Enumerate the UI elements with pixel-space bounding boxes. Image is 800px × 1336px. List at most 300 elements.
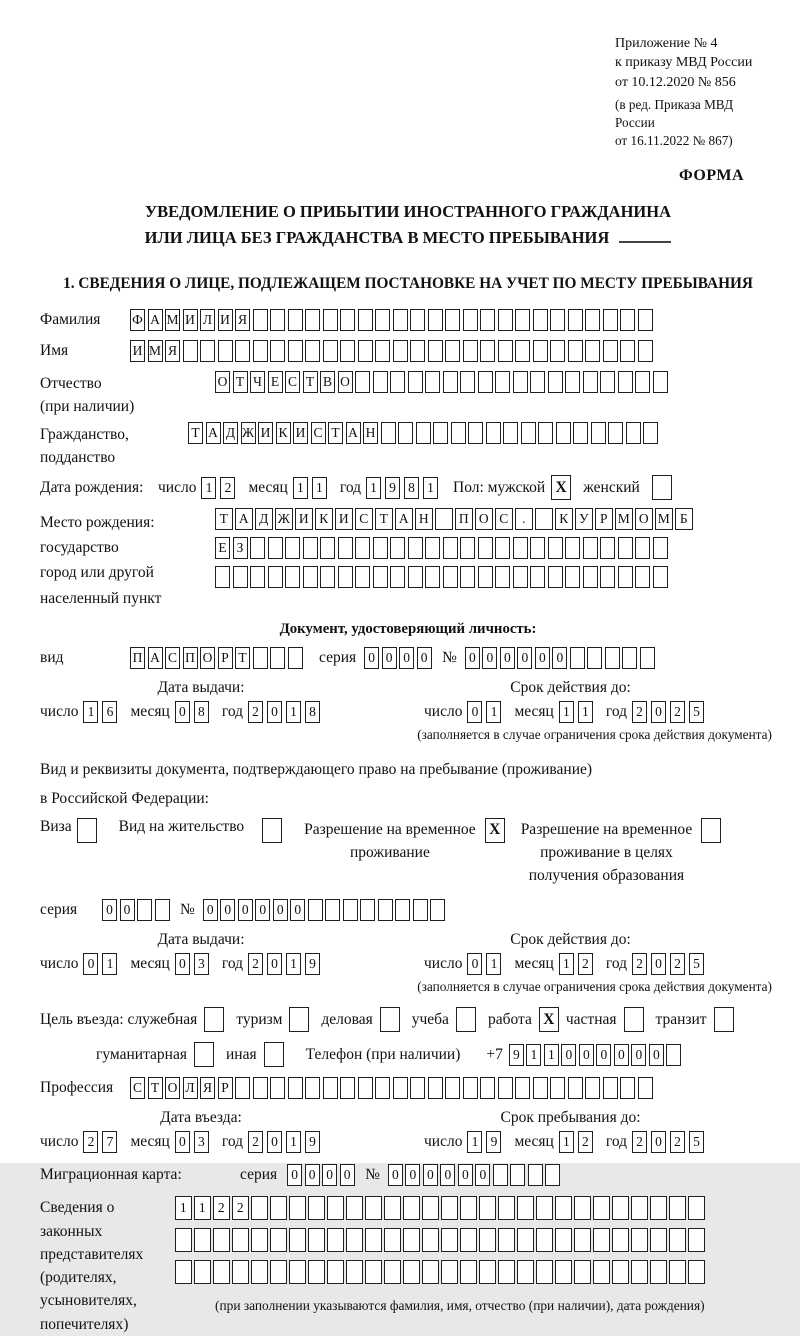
- char-cell[interactable]: [603, 309, 618, 331]
- entry-month[interactable]: [175, 1131, 213, 1153]
- char-cell[interactable]: [410, 340, 425, 362]
- char-cell[interactable]: 0: [467, 701, 482, 723]
- char-cell[interactable]: [445, 340, 460, 362]
- char-cell[interactable]: 2: [632, 1131, 647, 1153]
- char-cell[interactable]: 2: [248, 1131, 263, 1153]
- char-cell[interactable]: [515, 340, 530, 362]
- char-cell[interactable]: [517, 1196, 534, 1220]
- purpose-transit-checkbox[interactable]: [714, 1007, 734, 1032]
- char-cell[interactable]: 1: [544, 1044, 559, 1066]
- char-cell[interactable]: [285, 537, 300, 559]
- char-cell[interactable]: 0: [267, 953, 282, 975]
- char-cell[interactable]: [565, 371, 580, 393]
- birth-year-field[interactable]: [366, 477, 442, 499]
- char-cell[interactable]: [550, 1077, 565, 1099]
- citizenship-field[interactable]: [188, 422, 661, 444]
- char-cell[interactable]: 0: [83, 953, 98, 975]
- char-cell[interactable]: [441, 1260, 458, 1284]
- char-cell[interactable]: [443, 537, 458, 559]
- char-cell[interactable]: [510, 1164, 525, 1186]
- char-cell[interactable]: Е: [268, 371, 283, 393]
- char-cell[interactable]: [622, 647, 637, 669]
- char-cell[interactable]: [422, 1196, 439, 1220]
- char-cell[interactable]: [583, 537, 598, 559]
- doc-valid-year[interactable]: [632, 701, 708, 723]
- char-cell[interactable]: О: [215, 371, 230, 393]
- residence-issue-year[interactable]: [248, 953, 324, 975]
- char-cell[interactable]: [375, 309, 390, 331]
- purpose-humanitarian-checkbox[interactable]: [194, 1042, 214, 1067]
- char-cell[interactable]: И: [258, 422, 273, 444]
- char-cell[interactable]: [536, 1260, 553, 1284]
- char-cell[interactable]: [478, 566, 493, 588]
- char-cell[interactable]: [235, 340, 250, 362]
- char-cell[interactable]: [530, 371, 545, 393]
- temp-residence-checkbox[interactable]: X: [485, 818, 505, 843]
- char-cell[interactable]: [635, 371, 650, 393]
- char-cell[interactable]: [289, 1260, 306, 1284]
- doc-issue-year[interactable]: [248, 701, 324, 723]
- char-cell[interactable]: Р: [595, 508, 613, 530]
- stay-until-month[interactable]: [559, 1131, 597, 1153]
- char-cell[interactable]: [200, 340, 215, 362]
- char-cell[interactable]: [587, 647, 602, 669]
- char-cell[interactable]: [428, 1077, 443, 1099]
- char-cell[interactable]: [408, 371, 423, 393]
- char-cell[interactable]: [635, 566, 650, 588]
- char-cell[interactable]: А: [206, 422, 221, 444]
- char-cell[interactable]: 1: [175, 1196, 192, 1220]
- char-cell[interactable]: [631, 1196, 648, 1220]
- char-cell[interactable]: 0: [417, 647, 432, 669]
- char-cell[interactable]: [479, 1228, 496, 1252]
- char-cell[interactable]: 0: [423, 1164, 438, 1186]
- char-cell[interactable]: [365, 1260, 382, 1284]
- char-cell[interactable]: [285, 566, 300, 588]
- char-cell[interactable]: К: [315, 508, 333, 530]
- char-cell[interactable]: .: [515, 508, 533, 530]
- char-cell[interactable]: [603, 340, 618, 362]
- representatives-row2[interactable]: [175, 1228, 707, 1252]
- doc-issue-month[interactable]: [175, 701, 213, 723]
- char-cell[interactable]: [495, 371, 510, 393]
- char-cell[interactable]: А: [395, 508, 413, 530]
- char-cell[interactable]: [305, 1077, 320, 1099]
- char-cell[interactable]: [213, 1228, 230, 1252]
- char-cell[interactable]: 0: [388, 1164, 403, 1186]
- char-cell[interactable]: 1: [366, 477, 381, 499]
- char-cell[interactable]: 5: [689, 953, 704, 975]
- char-cell[interactable]: [215, 566, 230, 588]
- char-cell[interactable]: [443, 371, 458, 393]
- char-cell[interactable]: Н: [363, 422, 378, 444]
- doc-kind-field[interactable]: [130, 647, 305, 669]
- char-cell[interactable]: [428, 309, 443, 331]
- char-cell[interactable]: 0: [382, 647, 397, 669]
- residence-valid-month[interactable]: [559, 953, 597, 975]
- char-cell[interactable]: [323, 340, 338, 362]
- char-cell[interactable]: З: [233, 537, 248, 559]
- char-cell[interactable]: 0: [651, 1131, 666, 1153]
- purpose-other-checkbox[interactable]: [264, 1042, 284, 1067]
- char-cell[interactable]: [232, 1260, 249, 1284]
- char-cell[interactable]: Я: [200, 1077, 215, 1099]
- char-cell[interactable]: [425, 371, 440, 393]
- char-cell[interactable]: [441, 1196, 458, 1220]
- char-cell[interactable]: [536, 1196, 553, 1220]
- char-cell[interactable]: [565, 566, 580, 588]
- char-cell[interactable]: [631, 1228, 648, 1252]
- char-cell[interactable]: [288, 309, 303, 331]
- char-cell[interactable]: О: [475, 508, 493, 530]
- char-cell[interactable]: [375, 340, 390, 362]
- char-cell[interactable]: [498, 1260, 515, 1284]
- char-cell[interactable]: [320, 566, 335, 588]
- char-cell[interactable]: 2: [213, 1196, 230, 1220]
- char-cell[interactable]: Л: [200, 309, 215, 331]
- char-cell[interactable]: [373, 566, 388, 588]
- char-cell[interactable]: [600, 566, 615, 588]
- char-cell[interactable]: [445, 1077, 460, 1099]
- char-cell[interactable]: 1: [194, 1196, 211, 1220]
- char-cell[interactable]: [270, 647, 285, 669]
- char-cell[interactable]: [408, 537, 423, 559]
- char-cell[interactable]: [233, 566, 248, 588]
- char-cell[interactable]: Д: [255, 508, 273, 530]
- char-cell[interactable]: [381, 422, 396, 444]
- char-cell[interactable]: [323, 1077, 338, 1099]
- char-cell[interactable]: [593, 1228, 610, 1252]
- char-cell[interactable]: [384, 1260, 401, 1284]
- char-cell[interactable]: [570, 647, 585, 669]
- char-cell[interactable]: 1: [286, 1131, 301, 1153]
- char-cell[interactable]: [463, 340, 478, 362]
- char-cell[interactable]: [669, 1228, 686, 1252]
- char-cell[interactable]: М: [165, 309, 180, 331]
- char-cell[interactable]: [340, 340, 355, 362]
- char-cell[interactable]: 1: [467, 1131, 482, 1153]
- char-cell[interactable]: [515, 1077, 530, 1099]
- char-cell[interactable]: Т: [233, 371, 248, 393]
- char-cell[interactable]: [393, 1077, 408, 1099]
- char-cell[interactable]: [605, 647, 620, 669]
- char-cell[interactable]: 9: [385, 477, 400, 499]
- char-cell[interactable]: 1: [201, 477, 216, 499]
- char-cell[interactable]: Т: [188, 422, 203, 444]
- char-cell[interactable]: Я: [235, 309, 250, 331]
- char-cell[interactable]: Р: [218, 1077, 233, 1099]
- char-cell[interactable]: [498, 309, 513, 331]
- char-cell[interactable]: [556, 422, 571, 444]
- char-cell[interactable]: [517, 1228, 534, 1252]
- char-cell[interactable]: Т: [235, 647, 250, 669]
- char-cell[interactable]: Р: [218, 647, 233, 669]
- char-cell[interactable]: 2: [632, 701, 647, 723]
- temp-residence-edu-checkbox[interactable]: [701, 818, 721, 843]
- char-cell[interactable]: [365, 1196, 382, 1220]
- char-cell[interactable]: 0: [238, 899, 253, 921]
- char-cell[interactable]: [289, 1228, 306, 1252]
- char-cell[interactable]: [650, 1228, 667, 1252]
- char-cell[interactable]: П: [455, 508, 473, 530]
- char-cell[interactable]: Т: [375, 508, 393, 530]
- char-cell[interactable]: [653, 371, 668, 393]
- char-cell[interactable]: 0: [440, 1164, 455, 1186]
- stay-until-day[interactable]: [467, 1131, 505, 1153]
- char-cell[interactable]: 1: [423, 477, 438, 499]
- char-cell[interactable]: [565, 537, 580, 559]
- char-cell[interactable]: [530, 537, 545, 559]
- char-cell[interactable]: К: [555, 508, 573, 530]
- char-cell[interactable]: [528, 1164, 543, 1186]
- char-cell[interactable]: [340, 1077, 355, 1099]
- char-cell[interactable]: [513, 371, 528, 393]
- char-cell[interactable]: [548, 566, 563, 588]
- char-cell[interactable]: [403, 1260, 420, 1284]
- char-cell[interactable]: 5: [689, 701, 704, 723]
- char-cell[interactable]: [425, 537, 440, 559]
- char-cell[interactable]: [591, 422, 606, 444]
- birthplace-row1[interactable]: [215, 508, 695, 530]
- char-cell[interactable]: [451, 422, 466, 444]
- char-cell[interactable]: [270, 340, 285, 362]
- purpose-study-checkbox[interactable]: [456, 1007, 476, 1032]
- char-cell[interactable]: 9: [486, 1131, 501, 1153]
- char-cell[interactable]: [574, 1196, 591, 1220]
- char-cell[interactable]: [640, 647, 655, 669]
- char-cell[interactable]: [653, 537, 668, 559]
- char-cell[interactable]: 2: [670, 1131, 685, 1153]
- char-cell[interactable]: [593, 1260, 610, 1284]
- birthplace-row3[interactable]: [215, 566, 695, 588]
- char-cell[interactable]: А: [346, 422, 361, 444]
- char-cell[interactable]: 9: [305, 1131, 320, 1153]
- char-cell[interactable]: 1: [486, 953, 501, 975]
- char-cell[interactable]: [218, 340, 233, 362]
- char-cell[interactable]: С: [355, 508, 373, 530]
- char-cell[interactable]: Ж: [241, 422, 256, 444]
- char-cell[interactable]: [308, 1260, 325, 1284]
- char-cell[interactable]: 1: [312, 477, 327, 499]
- char-cell[interactable]: 8: [305, 701, 320, 723]
- char-cell[interactable]: [250, 566, 265, 588]
- char-cell[interactable]: Т: [303, 371, 318, 393]
- char-cell[interactable]: 1: [293, 477, 308, 499]
- char-cell[interactable]: [422, 1228, 439, 1252]
- char-cell[interactable]: 0: [267, 701, 282, 723]
- birth-month-field[interactable]: [293, 477, 331, 499]
- char-cell[interactable]: [410, 309, 425, 331]
- char-cell[interactable]: Т: [148, 1077, 163, 1099]
- char-cell[interactable]: [253, 647, 268, 669]
- char-cell[interactable]: [530, 566, 545, 588]
- char-cell[interactable]: 0: [535, 647, 550, 669]
- doc-valid-day[interactable]: [467, 701, 505, 723]
- sex-male-checkbox[interactable]: X: [551, 475, 571, 500]
- char-cell[interactable]: О: [200, 647, 215, 669]
- char-cell[interactable]: [550, 340, 565, 362]
- char-cell[interactable]: [498, 340, 513, 362]
- char-cell[interactable]: [270, 1196, 287, 1220]
- char-cell[interactable]: [460, 566, 475, 588]
- char-cell[interactable]: [521, 422, 536, 444]
- char-cell[interactable]: [373, 371, 388, 393]
- char-cell[interactable]: [608, 422, 623, 444]
- char-cell[interactable]: [535, 508, 553, 530]
- char-cell[interactable]: С: [130, 1077, 145, 1099]
- char-cell[interactable]: 2: [670, 953, 685, 975]
- char-cell[interactable]: 1: [486, 701, 501, 723]
- char-cell[interactable]: 2: [220, 477, 235, 499]
- char-cell[interactable]: [270, 1260, 287, 1284]
- char-cell[interactable]: [548, 537, 563, 559]
- char-cell[interactable]: [213, 1260, 230, 1284]
- char-cell[interactable]: 2: [670, 701, 685, 723]
- char-cell[interactable]: 6: [102, 701, 117, 723]
- char-cell[interactable]: [620, 340, 635, 362]
- char-cell[interactable]: [355, 537, 370, 559]
- char-cell[interactable]: [480, 309, 495, 331]
- char-cell[interactable]: И: [335, 508, 353, 530]
- char-cell[interactable]: [338, 566, 353, 588]
- char-cell[interactable]: [513, 566, 528, 588]
- char-cell[interactable]: 1: [286, 701, 301, 723]
- char-cell[interactable]: [460, 1196, 477, 1220]
- residence-valid-year[interactable]: [632, 953, 708, 975]
- char-cell[interactable]: А: [148, 647, 163, 669]
- char-cell[interactable]: И: [295, 508, 313, 530]
- char-cell[interactable]: [513, 537, 528, 559]
- char-cell[interactable]: [669, 1196, 686, 1220]
- purpose-official-checkbox[interactable]: [204, 1007, 224, 1032]
- visa-checkbox[interactable]: [77, 818, 97, 843]
- char-cell[interactable]: М: [615, 508, 633, 530]
- char-cell[interactable]: С: [311, 422, 326, 444]
- purpose-work-checkbox[interactable]: X: [539, 1007, 559, 1032]
- char-cell[interactable]: [618, 537, 633, 559]
- char-cell[interactable]: 1: [559, 701, 574, 723]
- residence-number-field[interactable]: [203, 899, 448, 921]
- char-cell[interactable]: [555, 1196, 572, 1220]
- char-cell[interactable]: 0: [364, 647, 379, 669]
- char-cell[interactable]: 0: [120, 899, 135, 921]
- char-cell[interactable]: [533, 309, 548, 331]
- char-cell[interactable]: [631, 1260, 648, 1284]
- char-cell[interactable]: Е: [215, 537, 230, 559]
- char-cell[interactable]: 0: [322, 1164, 337, 1186]
- entry-year[interactable]: [248, 1131, 324, 1153]
- phone-field[interactable]: [509, 1044, 684, 1066]
- char-cell[interactable]: [612, 1196, 629, 1220]
- char-cell[interactable]: [303, 566, 318, 588]
- char-cell[interactable]: [585, 1077, 600, 1099]
- char-cell[interactable]: 2: [578, 953, 593, 975]
- char-cell[interactable]: 0: [340, 1164, 355, 1186]
- purpose-private-checkbox[interactable]: [624, 1007, 644, 1032]
- char-cell[interactable]: [435, 508, 453, 530]
- char-cell[interactable]: [425, 566, 440, 588]
- char-cell[interactable]: [517, 1260, 534, 1284]
- char-cell[interactable]: [251, 1260, 268, 1284]
- char-cell[interactable]: Ж: [275, 508, 293, 530]
- char-cell[interactable]: [612, 1260, 629, 1284]
- char-cell[interactable]: [323, 309, 338, 331]
- char-cell[interactable]: [688, 1228, 705, 1252]
- char-cell[interactable]: 1: [559, 1131, 574, 1153]
- char-cell[interactable]: 0: [614, 1044, 629, 1066]
- char-cell[interactable]: 0: [482, 647, 497, 669]
- char-cell[interactable]: [288, 340, 303, 362]
- char-cell[interactable]: 1: [559, 953, 574, 975]
- char-cell[interactable]: [340, 309, 355, 331]
- char-cell[interactable]: [288, 1077, 303, 1099]
- char-cell[interactable]: [468, 422, 483, 444]
- char-cell[interactable]: [688, 1260, 705, 1284]
- char-cell[interactable]: [574, 1260, 591, 1284]
- char-cell[interactable]: 1: [102, 953, 117, 975]
- char-cell[interactable]: 2: [83, 1131, 98, 1153]
- char-cell[interactable]: [478, 537, 493, 559]
- representatives-row3[interactable]: [175, 1260, 707, 1284]
- char-cell[interactable]: [270, 309, 285, 331]
- char-cell[interactable]: 1: [526, 1044, 541, 1066]
- char-cell[interactable]: 0: [399, 647, 414, 669]
- char-cell[interactable]: Л: [183, 1077, 198, 1099]
- char-cell[interactable]: 0: [517, 647, 532, 669]
- char-cell[interactable]: [583, 371, 598, 393]
- char-cell[interactable]: [600, 537, 615, 559]
- doc-series-field[interactable]: [364, 647, 434, 669]
- char-cell[interactable]: [618, 371, 633, 393]
- purpose-tourism-checkbox[interactable]: [289, 1007, 309, 1032]
- char-cell[interactable]: [320, 537, 335, 559]
- char-cell[interactable]: [390, 566, 405, 588]
- char-cell[interactable]: [463, 309, 478, 331]
- char-cell[interactable]: [568, 309, 583, 331]
- char-cell[interactable]: [346, 1196, 363, 1220]
- char-cell[interactable]: [498, 1228, 515, 1252]
- char-cell[interactable]: О: [338, 371, 353, 393]
- char-cell[interactable]: 0: [467, 953, 482, 975]
- char-cell[interactable]: К: [276, 422, 291, 444]
- char-cell[interactable]: [305, 309, 320, 331]
- char-cell[interactable]: [600, 371, 615, 393]
- char-cell[interactable]: [253, 1077, 268, 1099]
- residence-series-field[interactable]: [102, 899, 172, 921]
- char-cell[interactable]: [413, 899, 428, 921]
- char-cell[interactable]: [498, 1077, 513, 1099]
- char-cell[interactable]: 0: [596, 1044, 611, 1066]
- char-cell[interactable]: А: [148, 309, 163, 331]
- char-cell[interactable]: [463, 1077, 478, 1099]
- char-cell[interactable]: [688, 1196, 705, 1220]
- char-cell[interactable]: [603, 1077, 618, 1099]
- char-cell[interactable]: [479, 1196, 496, 1220]
- char-cell[interactable]: [253, 340, 268, 362]
- char-cell[interactable]: [305, 340, 320, 362]
- char-cell[interactable]: [346, 1260, 363, 1284]
- char-cell[interactable]: [638, 340, 653, 362]
- char-cell[interactable]: 0: [579, 1044, 594, 1066]
- char-cell[interactable]: [480, 340, 495, 362]
- char-cell[interactable]: [251, 1228, 268, 1252]
- char-cell[interactable]: [303, 537, 318, 559]
- char-cell[interactable]: [533, 340, 548, 362]
- char-cell[interactable]: [408, 566, 423, 588]
- char-cell[interactable]: О: [165, 1077, 180, 1099]
- char-cell[interactable]: И: [293, 422, 308, 444]
- char-cell[interactable]: [618, 566, 633, 588]
